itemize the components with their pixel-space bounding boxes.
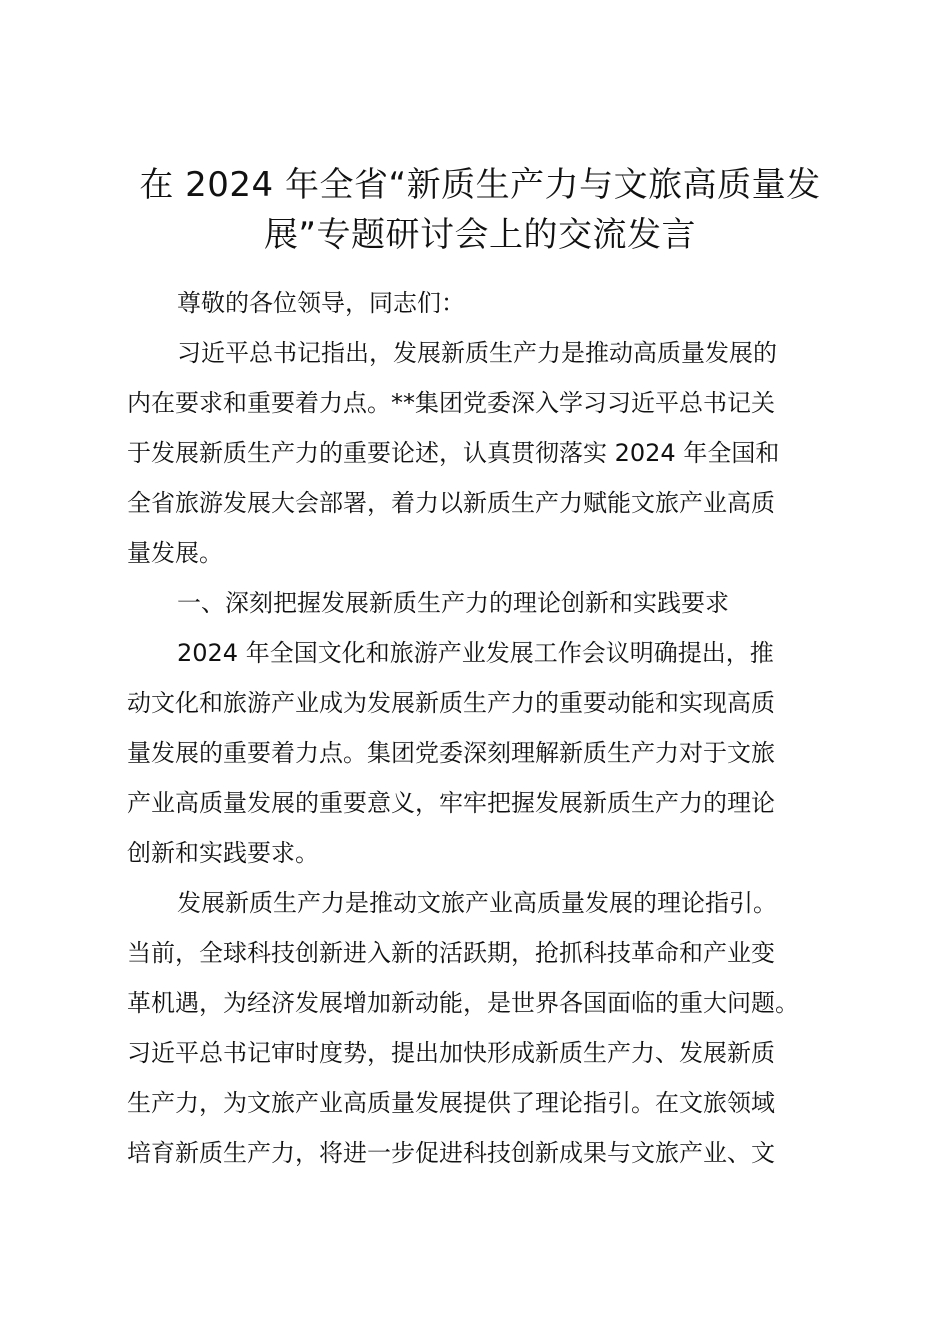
body-line: 生产力，为文旅产业高质量发展提供了理论指引。在文旅领域 bbox=[127, 1089, 775, 1117]
title-line-1: 在 2024 年全省“新质生产力与文旅高质量发 bbox=[139, 165, 821, 205]
body-line: 全省旅游发展大会部署，着力以新质生产力赋能文旅产业高质 bbox=[127, 489, 775, 517]
body-line: 习近平总书记指出，发展新质生产力是推动高质量发展的 bbox=[177, 339, 777, 367]
body-line: 培育新质生产力，将进一步促进科技创新成果与文旅产业、文 bbox=[127, 1139, 775, 1167]
document-title bbox=[120, 160, 840, 260]
body-line: 当前，全球科技创新进入新的活跃期，抢抓科技革命和产业变 bbox=[127, 939, 775, 967]
body-line: 一、深刻把握发展新质生产力的理论创新和实践要求 bbox=[177, 589, 729, 617]
body-line: 革机遇，为经济发展增加新动能，是世界各国面临的重大问题。 bbox=[127, 989, 799, 1017]
salutation: 尊敬的各位领导，同志们： bbox=[177, 289, 465, 317]
body-line: 创新和实践要求。 bbox=[127, 839, 319, 867]
body-line: 内在要求和重要着力点。**集团党委深入学习习近平总书记关 bbox=[127, 389, 775, 417]
body-line: 习近平总书记审时度势，提出加快形成新质生产力、发展新质 bbox=[127, 1039, 775, 1067]
body-line: 动文化和旅游产业成为发展新质生产力的重要动能和实现高质 bbox=[127, 689, 775, 717]
document-body bbox=[127, 278, 839, 1178]
body-line: 产业高质量发展的重要意义，牢牢把握发展新质生产力的理论 bbox=[127, 789, 775, 817]
body-line: 发展新质生产力是推动文旅产业高质量发展的理论指引。 bbox=[177, 889, 777, 917]
body-line: 量发展。 bbox=[127, 539, 223, 567]
body-text bbox=[127, 328, 839, 1178]
body-line: 量发展的重要着力点。集团党委深刻理解新质生产力对于文旅 bbox=[127, 739, 775, 767]
body-line: 于发展新质生产力的重要论述，认真贯彻落实 2024 年全国和 bbox=[127, 439, 780, 467]
body-line: 2024 年全国文化和旅游产业发展工作会议明确提出，推 bbox=[177, 639, 774, 667]
title-line-2: 展”专题研讨会上的交流发言 bbox=[263, 215, 697, 255]
